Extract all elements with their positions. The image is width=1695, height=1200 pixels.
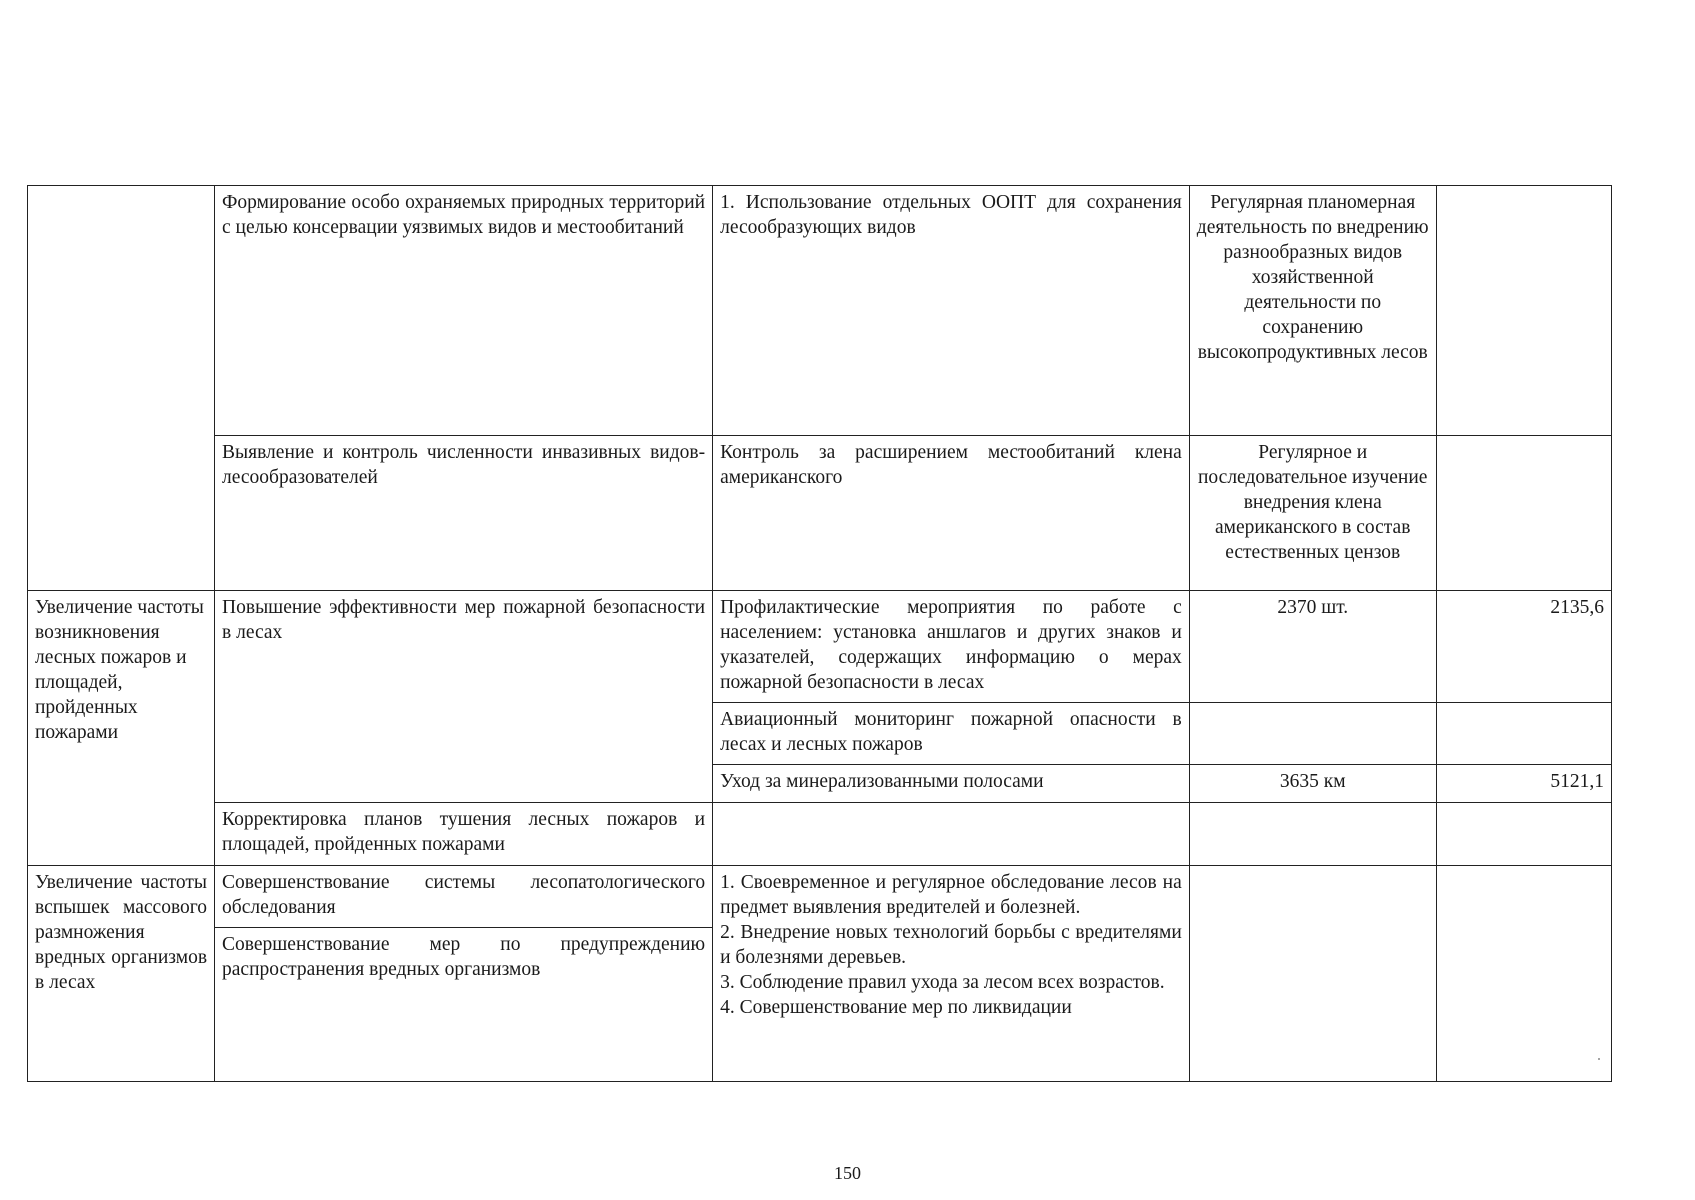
table-cell-risk: Увеличение частоты возникновения лесных пожаров и площадей, пройденных пожарами bbox=[28, 591, 215, 866]
table-cell-cost: 2135,6 bbox=[1436, 591, 1611, 703]
table-cell-measure: Совершенствование системы лесопатологического обследования bbox=[215, 866, 713, 928]
table-cell-activity bbox=[713, 803, 1190, 866]
table-cell-cost bbox=[1436, 436, 1611, 591]
table-cell-cost: 5121,1 bbox=[1436, 765, 1611, 803]
table-cell-activity: Профилактические мероприятия по работе с населением: установка аншлагов и других знаков и указателей, содержащих информацию о мерах пожарной безопасности в лесах bbox=[713, 591, 1190, 703]
table-cell-measure: Формирование особо охраняемых природных территорий с целью консервации уязвимых видов и местообитаний bbox=[215, 186, 713, 436]
table-row bbox=[28, 186, 1612, 436]
table-cell-activity: 1. Своевременное и регулярное обследование лесов на предмет выявления вредителей и болезней. 2. Внедрение новых технологий борьбы с вредителями и болезнями деревьев. 3. Соблюдение правил ухода за лесом всех возрастов. 4. Совершенствование мер по ликвидации bbox=[713, 866, 1190, 1082]
table-cell-cost bbox=[1436, 803, 1611, 866]
table-cell-activity: Авиационный мониторинг пожарной опасности в лесах и лесных пожаров bbox=[713, 703, 1190, 765]
table-cell-risk: Увеличение частоты вспышек массового размножения вредных организмов в лесах bbox=[28, 866, 215, 1082]
page-number: 150 bbox=[834, 1163, 861, 1183]
table-row bbox=[28, 591, 1612, 703]
scan-speck bbox=[1598, 1058, 1600, 1060]
document-table bbox=[27, 185, 1612, 1082]
table-cell-measure: Выявление и контроль численности инвазивных видов-лесообразователей bbox=[215, 436, 713, 591]
table-cell-measure: Повышение эффективности мер пожарной безопасности в лесах bbox=[215, 591, 713, 803]
table-cell-empty bbox=[28, 186, 215, 591]
table-cell-volume: 3635 км bbox=[1189, 765, 1436, 803]
table-row bbox=[28, 436, 1612, 591]
table-cell-activity: Уход за минерализованными полосами bbox=[713, 765, 1190, 803]
table-cell-measure: Совершенствование мер по предупреждению распространения вредных организмов bbox=[215, 928, 713, 1082]
table-cell-activity: 1. Использование отдельных ООПТ для сохранения лесообразующих видов bbox=[713, 186, 1190, 436]
table-row bbox=[28, 866, 1612, 928]
table-cell-volume bbox=[1189, 866, 1436, 1082]
table-cell-volume bbox=[1189, 703, 1436, 765]
table-cell-volume: Регулярное и последовательное изучение внедрения клена американского в состав естественных цензов bbox=[1189, 436, 1436, 591]
table-cell-cost bbox=[1436, 186, 1611, 436]
table-cell-volume: Регулярная планомерная деятельность по внедрению разнообразных видов хозяйственной деятельности по сохранению высокопродуктивных лесов bbox=[1189, 186, 1436, 436]
table-cell-volume bbox=[1189, 803, 1436, 866]
table-cell-measure: Корректировка планов тушения лесных пожаров и площадей, пройденных пожарами bbox=[215, 803, 713, 866]
table-cell-volume: 2370 шт. bbox=[1189, 591, 1436, 703]
table-cell-cost bbox=[1436, 703, 1611, 765]
table-cell-activity: Контроль за расширением местообитаний клена американского bbox=[713, 436, 1190, 591]
table-row bbox=[28, 803, 1612, 866]
table-cell-cost bbox=[1436, 866, 1611, 1082]
